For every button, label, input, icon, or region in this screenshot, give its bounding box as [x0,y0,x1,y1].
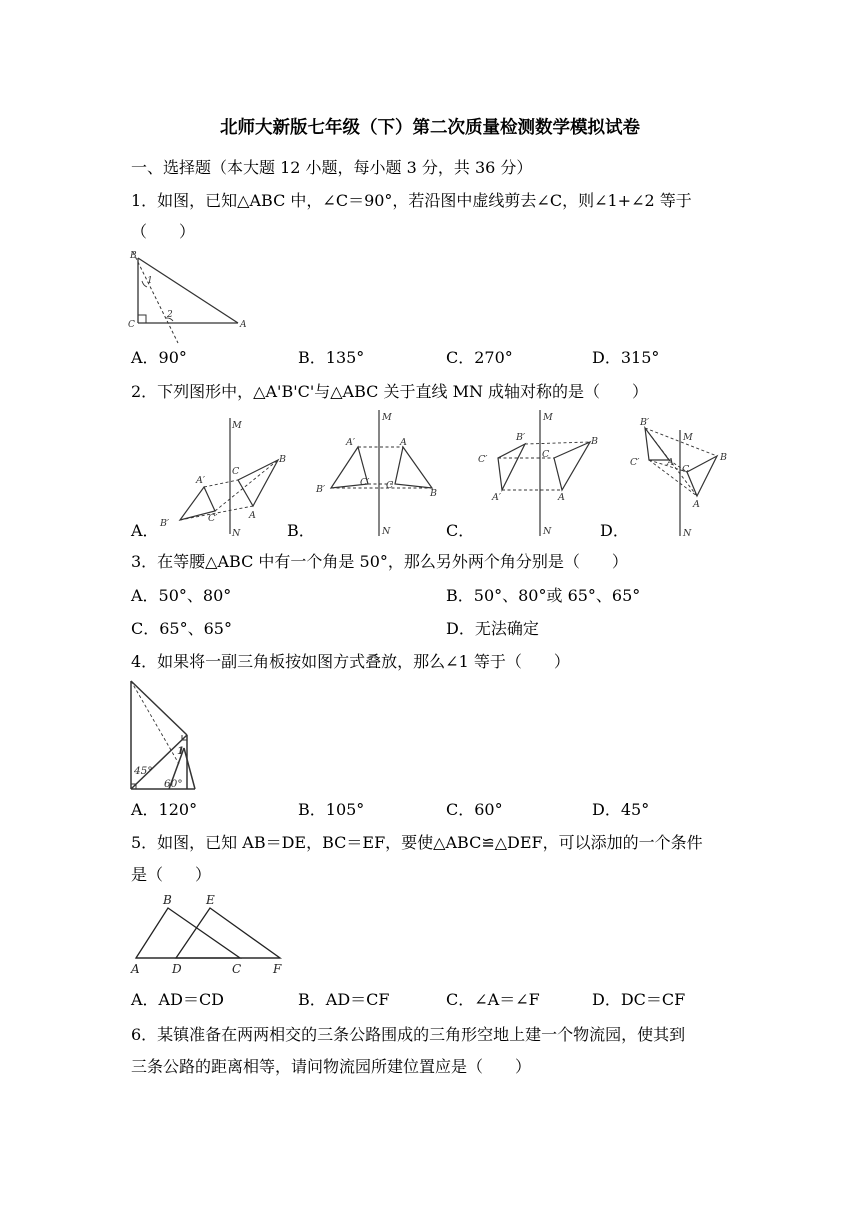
q1-figure [126,248,256,343]
q2a-label-b: B [279,454,286,465]
q5-stem-line-2: 是（ ） [131,865,212,884]
page-title: 北师大新版七年级（下）第二次质量检测数学模拟试卷 [220,118,640,138]
q3-option-b: B．50°、80°或 65°、65° [446,586,641,605]
q3-option-a: A．50°、80° [131,586,232,605]
q1-cut-line [133,252,178,343]
q4-figure [126,676,206,796]
q2-option-a: A． [131,521,159,540]
q2b-label-ap: A′ [346,437,356,448]
q5-triangle-abc [136,908,240,958]
q2a-triangle [238,460,278,506]
q1-label-a: A [240,320,247,330]
q2d-label-n: N [683,528,692,539]
q2a-label-a: A [249,510,256,521]
q4-hypotenuse-45 [131,681,187,735]
q2d-label-a: A [693,499,700,510]
q5-option-d: D．DC＝CF [592,990,686,1009]
q3-stem: 3．在等腰△ABC 中有一个角是 50°，那么另外两个角分别是（ ） [131,552,628,571]
q2c-label-bp: B′ [516,432,526,443]
q1-label-c: C [128,320,135,330]
q2a-label-m: M [232,420,242,431]
q1-label-angle2: 2 [167,310,173,320]
q4-option-a: A．120° [131,800,198,819]
q4-option-d: D．45° [592,800,650,819]
q2c-label-b: B [591,436,598,447]
q1-option-b: B．135° [298,348,365,367]
q6-stem-line-2: 三条公路的距离相等，请问物流园所建位置应是（ ） [131,1057,532,1076]
q3-option-c: C．65°、65° [131,619,232,638]
q2b-label-cp: C′ [360,477,370,488]
section-heading: 一、选择题（本大题 12 小题，每小题 3 分，共 36 分） [131,158,533,177]
q5-label-f: F [273,962,282,976]
q2a-label-bp: B′ [160,518,170,529]
q5-figure [126,892,296,982]
q5-label-e: E [206,893,215,907]
q2b-label-n: N [382,526,391,537]
q1-side-ab [138,258,238,323]
q1-label-b: B [130,251,137,261]
q3-option-d: D．无法确定 [446,619,539,638]
q2-figure-d [625,410,740,540]
q4-label-60: 60° [164,778,183,790]
q2-option-b: B． [287,521,315,540]
q2b-label-m: M [382,412,392,423]
q2b-label-c: C [386,480,394,491]
q2d-label-b: B [720,452,727,463]
q2b-label-a: A [400,437,407,448]
q2c-label-m: M [543,412,553,423]
q5-option-a: A．AD＝CD [131,990,225,1009]
q4-label-45: 45° [134,765,153,777]
q5-option-b: B．AD＝CF [298,990,390,1009]
q2-option-c: C． [446,521,475,540]
q5-label-a: A [131,962,140,976]
q4-option-c: C．60° [446,800,503,819]
q2-stem: 2．下列图形中，△A'B'C'与△ABC 关于直线 MN 成轴对称的是（ ） [131,382,649,401]
q4-option-b: B．105° [298,800,365,819]
q2d-triangle [687,456,717,496]
q2c-label-n: N [543,526,552,537]
q5-stem-line-1: 5．如图，已知 AB＝DE，BC＝EF，要使△ABC≌△DEF，可以添加的一个条件 [131,833,703,852]
q2a-label-c: C [232,466,240,477]
q2b-label-bp: B′ [316,484,326,495]
q4-label-angle1: 1 [177,745,185,757]
q2-figure-b [310,404,450,540]
q2c-label-ap: A′ [492,492,502,503]
q2-option-d: D． [600,521,629,540]
q2c-triangle-prime [498,444,525,490]
q2a-label-n: N [232,528,241,539]
q2b-triangle [395,447,432,488]
q2d-label-c: C [682,464,690,475]
q4-stem: 4．如果将一副三角板按如图方式叠放，那么∠1 等于（ ） [131,652,570,671]
q5-label-d: D [172,962,182,976]
q2b-label-b: B [430,488,437,499]
q1-stem-line-1: 1．如图，已知△ABC 中，∠C＝90°，若沿图中虚线剪去∠C，则∠1+∠2 等于 [131,191,692,210]
q6-stem-line-1: 6．某镇准备在两两相交的三条公路围成的三角形空地上建一个物流园，使其到 [131,1025,686,1044]
q4-dashed-line [131,681,179,764]
q2c-label-a: A [558,492,565,503]
q1-stem-line-2: （ ） [131,222,196,241]
q2a-label-cp: C′ [208,513,218,524]
q5-option-c: C．∠A＝∠F [446,990,540,1009]
q1-option-d: D．315° [592,348,660,367]
q2-figure-a [150,408,300,540]
q2d-label-a-left: A [667,457,674,468]
q2c-triangle [554,442,590,490]
q5-triangle-def [176,908,280,958]
q2d-label-bp: B′ [640,417,650,428]
q5-label-c: C [232,962,242,976]
q2d-label-m: M [683,432,693,443]
q2-figure-c [470,404,610,540]
q4-set-square-60-hyp [184,748,195,789]
q5-label-b: B [163,893,172,907]
q1-label-angle1: 1 [147,276,153,286]
q2a-label-ap: A′ [196,475,206,486]
q2d-label-cp: C′ [630,457,640,468]
q1-option-c: C．270° [446,348,513,367]
q2a-dashed-links [180,460,278,520]
q1-right-angle-mark [138,315,146,323]
q2c-label-c: C [542,449,550,460]
q1-option-a: A．90° [131,348,187,367]
q2c-label-cp: C′ [478,454,488,465]
